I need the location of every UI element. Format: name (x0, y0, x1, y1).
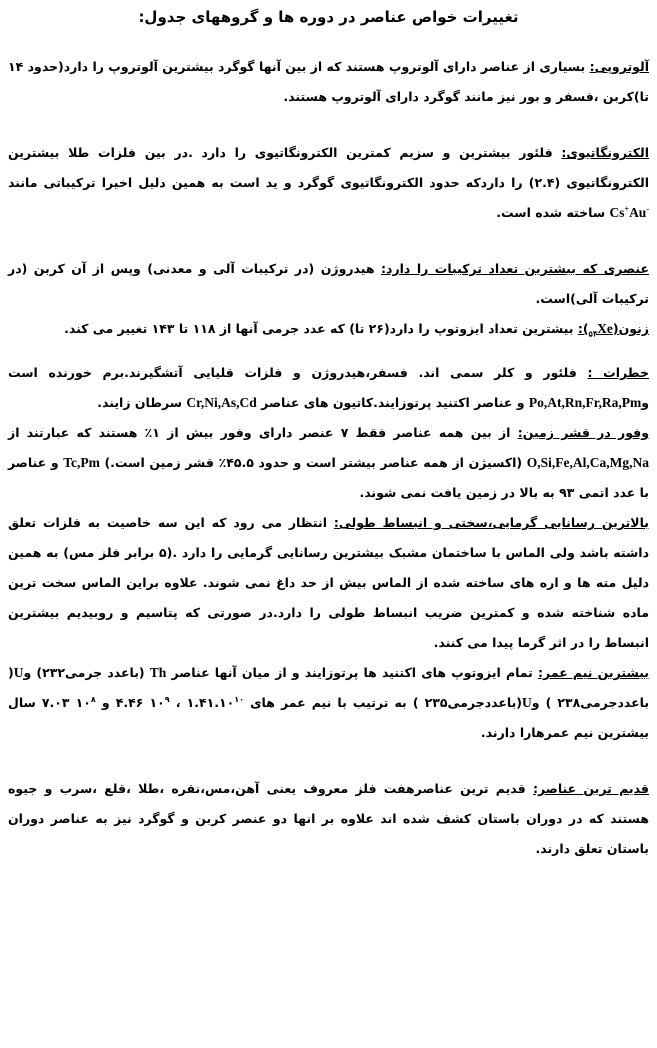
half-life-value-1-exp: ۱۰ (234, 694, 244, 704)
hazards-label: خطرات : (587, 365, 649, 380)
most-compounds-paragraph (8, 254, 649, 314)
abundant-elements: O,Si,Fe,Al,Ca,Mg,Na (526, 455, 649, 470)
allotropy-text: بسیاری از عناصر دارای آلوتروپ هستند که از بین آنها گوگرد بیشترین آلوتروپ را دارد(حدود ۱۴ تا)کربن ،فسفر و بور نیز مانند گوگرد دارای آلوتروپ هستند. (8, 59, 649, 104)
au-charge: - (646, 204, 649, 214)
electronegativity-paragraph (8, 138, 649, 228)
half-life-text-3: ( باعددجرمی۲۳۸ ) و (8, 665, 650, 710)
half-life-value-3 (76, 695, 96, 710)
half-life-sep-3: ۷.۰۳ سال (8, 695, 76, 710)
conductivity-text: انتظار می رود که این سه خاصیت به فلزات تعلق داشته باشد ولی الماس با ساختمان مشبک بیشترین رسانایی گرمایی را دارد .(۵ برابر فلز مس) به همین دلیل مته ها و اره های ساخته شده از الماس بیش از حد داغ نمی شوند. علاوه براین الماس سخت ترین ماده شناخته شده و کمترین ضریب انبساط طولی را دارد.در صورتی که پتاسیم و روبیدیم بیشترین انبساط را در اثر گرما پیدا می کنند. (8, 515, 649, 650)
half-life-value-2-exp: ۹ (164, 694, 170, 704)
uranium-235-symbol: U (521, 695, 532, 710)
hazards-paragraph (8, 358, 649, 418)
cs-charge: + (624, 204, 630, 214)
half-life-tail: بیشترین نیم عمرهارا دارند. (480, 725, 649, 740)
half-life-paragraph (8, 658, 649, 748)
hazards-text-3: سرطان زایند. (97, 395, 187, 410)
xenon-label-pre: زنون( (612, 321, 649, 336)
xenon-symbol (588, 321, 613, 339)
most-compounds-label: عنصری که بیشترین تعداد ترکیبات را دارد: (381, 261, 649, 276)
half-life-value-2-base: ۱۰ (149, 695, 165, 710)
au-symbol: Au (629, 205, 647, 220)
half-life-value-1 (187, 695, 244, 710)
electronegativity-text: فلئور بیشترین و سزیم کمترین الکترونگاتیوی را دارد .در بین فلزات طلا بیشترین الکترونگاتیوی (۲.۴) را داردکه حدود الکترونگاتیوی گوگرد و ید است به همین دلیل اخیرا ترکیباتی مانند (8, 145, 649, 190)
xenon-paragraph (8, 314, 649, 344)
uranium-symbol: U (13, 665, 24, 680)
half-life-value-2 (149, 695, 169, 710)
half-life-text-4: (باعددجرمی۲۳۵ ) به ترتیب با نیم عمر های (243, 695, 522, 710)
xenon-label (577, 321, 649, 339)
electronegativity-label: الکترونگاتیوی: (561, 145, 649, 160)
half-life-sep-2: ۴.۴۶ و (95, 695, 150, 710)
thorium-symbol: Th (149, 665, 167, 680)
xenon-label-post: ): (577, 321, 589, 336)
half-life-text-1: تمام ایزوتوپ های اکتنید ها پرتوزایند و از میان آنها عناصر (166, 665, 539, 680)
abundance-text-1: از بین همه عناصر فقط ۷ عنصر دارای وفور بیش از ۱٪ هستند که عبارتند از (8, 425, 518, 440)
half-life-text-2: (باعدد جرمی۲۳۲) و (23, 665, 150, 680)
carcinogenic-elements: Cr,Ni,As,Cd (186, 395, 257, 410)
abundance-label: وفور در قشر زمین: (517, 425, 649, 440)
half-life-value-3-exp: ۸ (90, 694, 96, 704)
oldest-elements-text: قدیم ترین عناصرهفت فلز معروف یعنی آهن،مس،نقره ،طلا ،قلع ،سرب و جیوه هستند که در دوران باستان کشف شده اند علاوه بر انها دو عنصر کربن و گوگرد نیز به عناصر دوران باستان تعلق دارند. (8, 781, 649, 856)
page-title: تغییرات خواص عناصر در دوره ها و گروههای جدول: (138, 8, 519, 26)
cs-au-formula (609, 205, 649, 220)
oldest-elements-paragraph (8, 774, 649, 864)
half-life-sep-1: ، (169, 695, 187, 710)
allotropy-paragraph (8, 52, 649, 112)
half-life-label: بیشترین نیم عمر: (538, 665, 649, 680)
absent-elements: Tc,Pm (63, 455, 100, 470)
abundance-text-2: (اکسیژن از همه عناصر بیشتر است و حدود ۴۵.۵٪ قشر زمین است.) (99, 455, 527, 470)
conductivity-label: بالاترین رسانایی گرمایی،سختی و انبساط طولی: (333, 515, 649, 530)
hazards-text-2: و عناصر اکتنید پرتوزایند.کاتیون های عناصر (256, 395, 529, 410)
oldest-elements-label: قدیم ترین عناصر: (532, 781, 649, 796)
half-life-value-3-base: ۱۰ (75, 695, 91, 710)
allotropy-label: آلوتروپی: (589, 59, 649, 74)
xenon-atomic-number: ۵۴ (588, 329, 598, 339)
abundance-text-3: و عناصر با عدد اتمی ۹۳ به بالا در زمین یافت نمی شوند. (8, 455, 649, 500)
hazards-text-1: فلئور و کلر سمی اند. فسفر،هیدروژن و فلزات قلیایی آتشگیرند.برم خورنده است و (8, 365, 649, 410)
abundance-paragraph (8, 418, 649, 508)
most-compounds-text: هیدروژن (در ترکیبات آلی و معدنی) وپس از آن کربن (در ترکیبات آلی)است. (8, 261, 649, 306)
conductivity-paragraph (8, 508, 649, 658)
xenon-text: بیشترین تعداد ایزوتوپ را دارد(۲۶ تا) که عدد جرمی آنها از ۱۱۸ تا ۱۴۳ تغییر می کند. (64, 321, 578, 336)
xenon-symbol-text: Xe (597, 321, 613, 336)
electronegativity-tail: ساخته شده است. (496, 205, 610, 220)
radioactive-elements: Po,At,Rn,Fr,Ra,Pm (528, 395, 642, 410)
half-life-value-1-base: ۱.۴۱.۱۰ (186, 695, 235, 710)
cs-symbol: Cs (609, 205, 625, 220)
